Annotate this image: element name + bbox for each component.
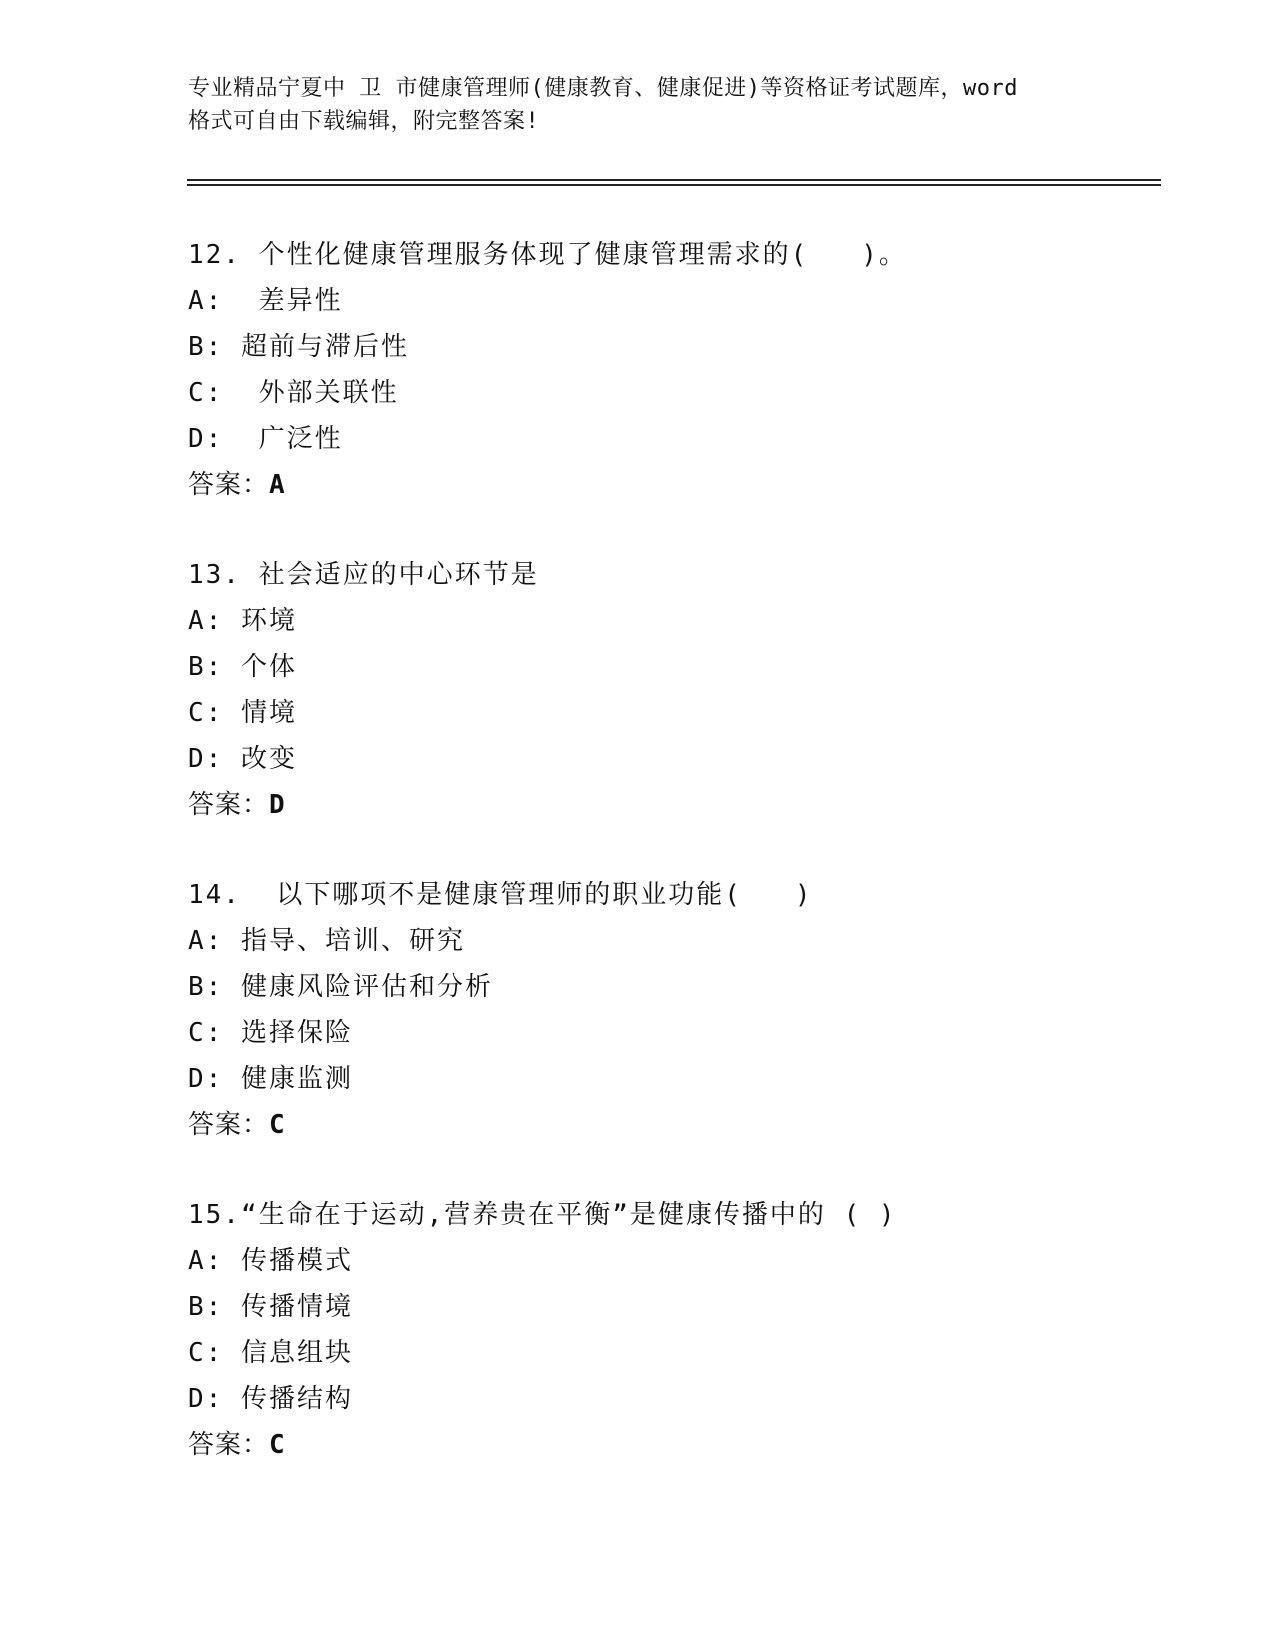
document-header [188,72,1088,138]
option-b: B: 传播情境 [188,1292,353,1322]
option-d: D: 健康监测 [188,1064,353,1094]
question-stem: 13. 社会适应的中心环节是 [188,560,539,590]
question-12 [188,232,1148,508]
option-d: D: 传播结构 [188,1384,353,1414]
question-stem: 15.“生命在于运动,营养贵在平衡”是健康传播中的 ( ) [188,1200,897,1230]
question-14 [188,872,1148,1148]
option-c: C: 情境 [188,698,297,728]
option-b: B: 个体 [188,652,297,682]
answer-line [188,1422,1148,1468]
option-a: A: 差异性 [188,286,343,316]
option-a: A: 环境 [188,606,297,636]
option-c: C: 信息组块 [188,1338,353,1368]
header-divider-bottom [187,184,1161,186]
option-d: D: 改变 [188,744,297,774]
answer-value: D [269,790,285,820]
answer-label: 答案： [188,1110,270,1140]
answer-label: 答案： [188,1430,270,1460]
option-a: A: 指导、培训、研究 [188,926,465,956]
header-line-2: 格式可自由下载编辑，附完整答案! [188,109,540,134]
header-divider-top [187,179,1161,181]
question-13 [188,552,1148,828]
question-list [188,232,1148,1512]
option-a: A: 传播模式 [188,1246,353,1276]
header-line-1: 专业精品宁夏中 卫 市健康管理师(健康教育、健康促进)等资格证考试题库，word [188,76,1018,101]
answer-line [188,782,1148,828]
answer-value: C [269,1110,285,1140]
option-c: C: 外部关联性 [188,378,399,408]
option-b: B: 健康风险评估和分析 [188,972,493,1002]
question-stem: 12. 个性化健康管理服务体现了健康管理需求的( )。 [188,240,907,270]
answer-value: A [269,470,285,500]
answer-label: 答案： [188,470,270,500]
answer-value: C [269,1430,285,1460]
answer-line [188,1102,1148,1148]
option-c: C: 选择保险 [188,1018,353,1048]
question-stem: 14. 以下哪项不是健康管理师的职业功能( ) [188,880,813,910]
option-d: D: 广泛性 [188,424,343,454]
question-15 [188,1192,1148,1468]
answer-line [188,462,1148,508]
option-b: B: 超前与滞后性 [188,332,409,362]
answer-label: 答案： [188,790,270,820]
